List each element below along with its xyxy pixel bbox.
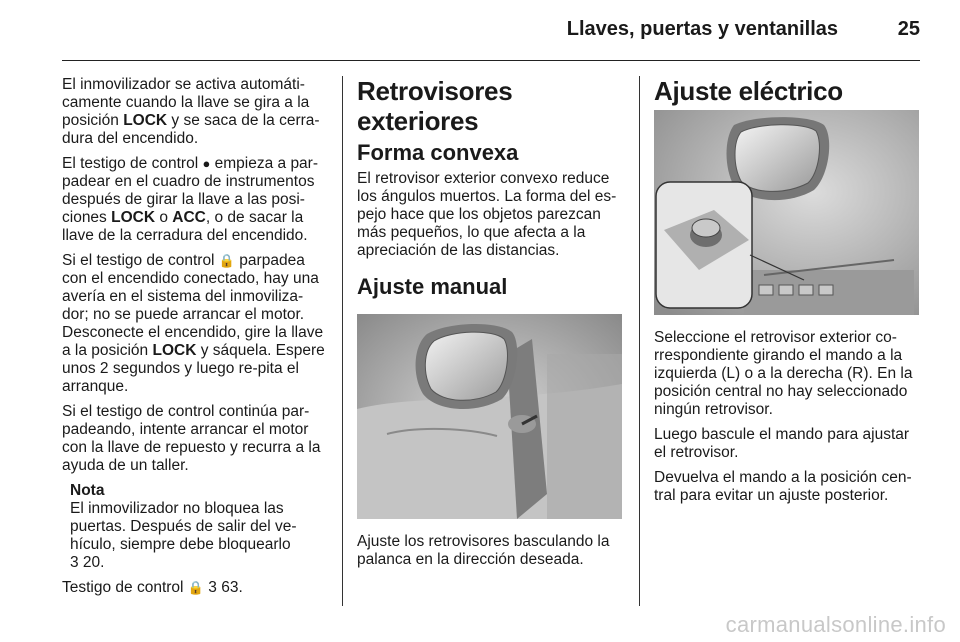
subsection-heading: Ajuste manual (357, 274, 508, 299)
note-box (70, 482, 328, 572)
page-reference: 3 63. (203, 579, 243, 596)
column-exterior-mirrors (357, 76, 625, 576)
note-text: El inmovilizador no bloquea las puertas. Después de salir del ve-hículo, siempre debe bloquearlo (70, 500, 297, 553)
column-divider (342, 76, 343, 606)
paragraph: Seleccione el retrovisor exterior co-rrespondiente girando el mando a la izquierda (L) o a la derecha (R). En la posición central no hay seleccionado ningún retrovisor. (654, 329, 913, 418)
watermark: carmanualsonline.info (725, 612, 946, 637)
subsection-heading: Forma convexa (357, 140, 519, 165)
paragraph: El retrovisor exterior convexo reduce los ángulos muertos. La forma del es-pejo hace que los objetos parezcan más pequeños, lo que afecta a la apreciación de las distancias. (357, 170, 617, 259)
section-heading: Ajuste eléctrico (654, 76, 843, 106)
paragraph: Si el testigo de control continúa par-padeando, intente arrancar el motor con la llave de repuesto y recurra a la ayuda de un taller. (62, 403, 321, 474)
acc-keyword: ACC (172, 209, 206, 226)
page-reference: 3 20. (70, 554, 105, 571)
column-electric-adjust (654, 76, 922, 512)
paragraph: El inmovilizador se activa automáti-camente cuando la llave se gira a la posición LOCK y se saca de la cerra-dura del encendido. (62, 76, 320, 147)
immobilizer-lock-icon: 🔒 (218, 253, 235, 268)
lock-keyword: LOCK (111, 209, 156, 226)
page-header (62, 0, 920, 61)
column-divider (639, 76, 640, 606)
warning-light-icon: ● (202, 156, 211, 171)
paragraph: Devuelva el mando a la posición cen-tral para evitar un ajuste posterior. (654, 469, 912, 504)
section-heading: Retrovisores exteriores (357, 76, 513, 136)
column-immobilizer (62, 76, 328, 604)
manual-mirror-illustration (357, 314, 622, 519)
page-number: 25 (897, 18, 920, 40)
immobilizer-lock-icon: 🔒 (187, 580, 204, 595)
paragraph: Testigo de control 🔒 3 63. (62, 579, 243, 596)
figure-caption: Ajuste los retrovisores basculando la palanca en la dirección deseada. (357, 533, 610, 568)
lock-keyword: LOCK (123, 112, 168, 129)
paragraph: Si el testigo de control 🔒 parpadea con el encendido conectado, hay una avería en el sistema del inmoviliza-dor; no se puede arrancar el motor. Desconecte el encendido, gire la llave a la posición LOCK y sáquela. Espere unos 2 segundos y luego re-pita el arranque. (62, 252, 325, 395)
paragraph: Luego bascule el mando para ajustar el retrovisor. (654, 426, 910, 461)
electric-mirror-illustration (654, 110, 919, 315)
chapter-title: Llaves, puertas y ventanillas (566, 18, 838, 40)
note-title: Nota (70, 482, 105, 499)
lock-keyword: LOCK (152, 342, 197, 359)
paragraph: El testigo de control ● empieza a par-padear en el cuadro de instrumentos después de girar la llave a las posi-ciones LOCK o ACC, o de sacar la llave de la cerradura del encendido. (62, 155, 319, 244)
